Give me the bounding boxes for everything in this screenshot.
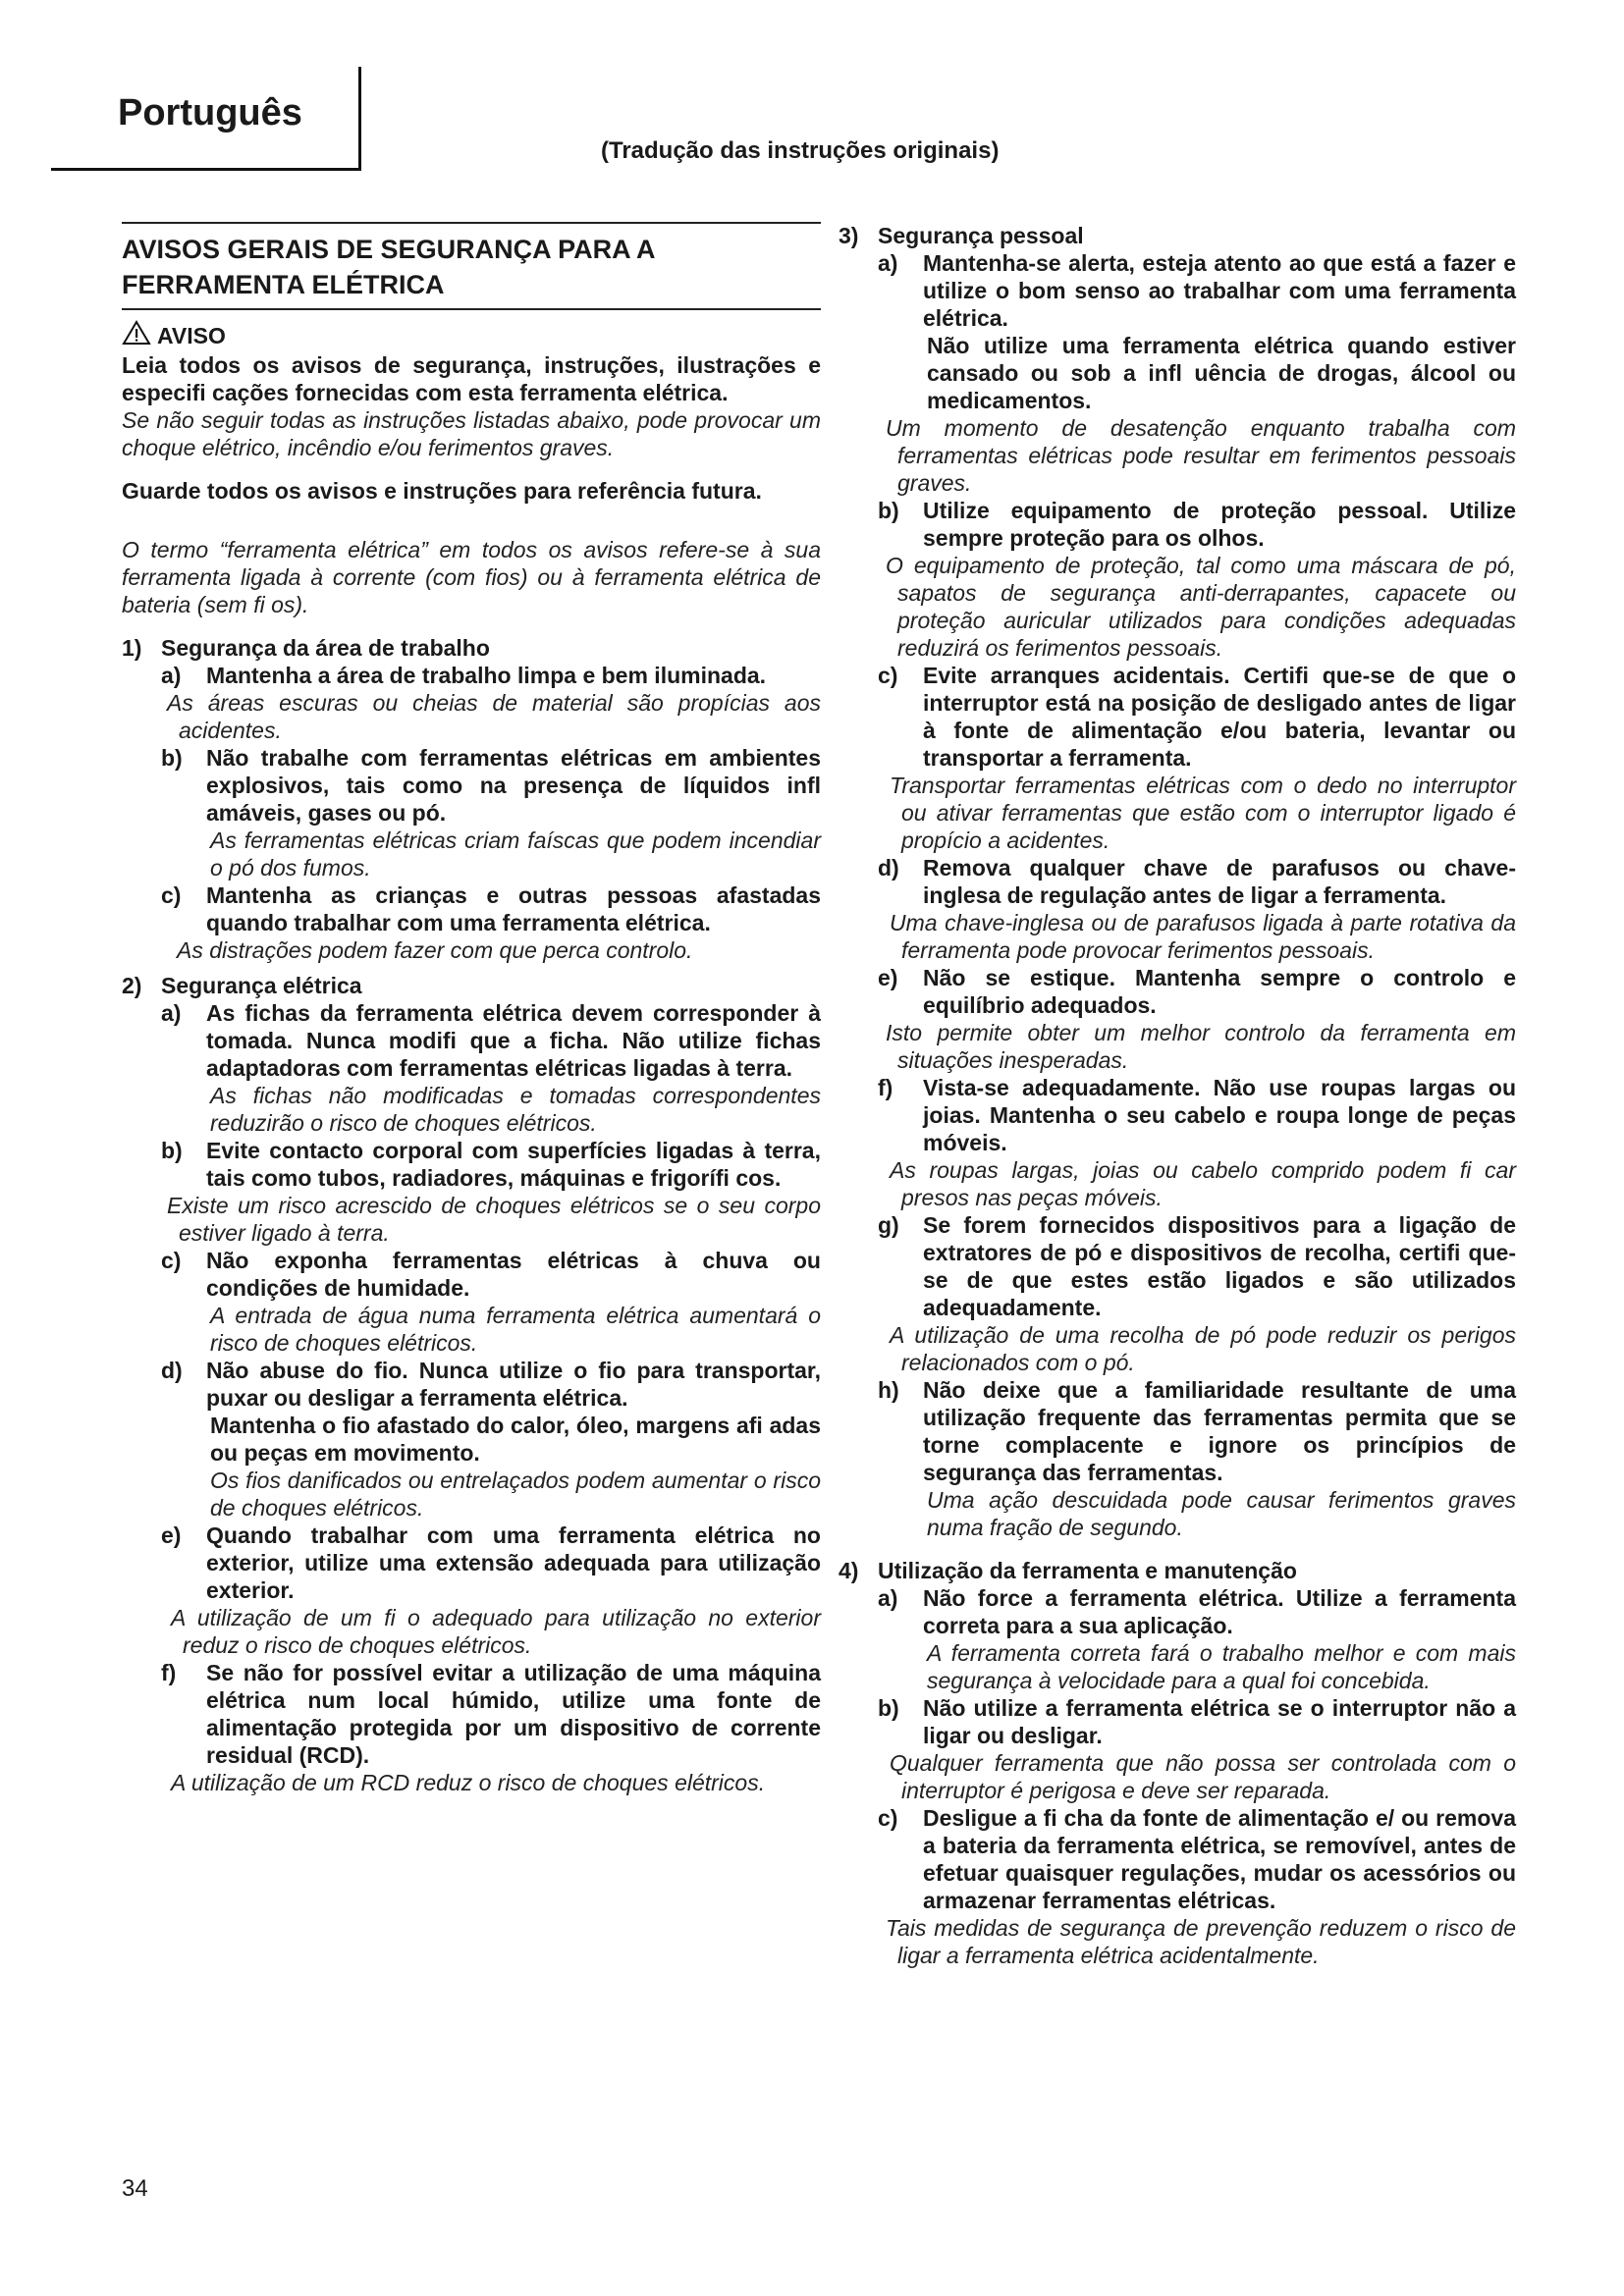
item-note: Tais medidas de segurança de prevenção reduzem o risco de ligar a ferramenta elétrica acidentalmente.: [886, 1915, 1516, 1968]
item-bold-continuation: Mantenha o fio afastado do calor, óleo, margens afi adas ou peças em movimento.: [210, 1413, 821, 1466]
item-note: A utilização de uma recolha de pó pode reduzir os perigos relacionados com o pó.: [890, 1322, 1516, 1375]
item-note: As distrações podem fazer com que perca controlo.: [177, 937, 693, 963]
item-note: A entrada de água numa ferramenta elétrica aumentará o risco de choques elétricos.: [210, 1303, 821, 1356]
item-note: Qualquer ferramenta que não possa ser controlada com o interruptor é perigosa e deve ser reparada.: [890, 1750, 1516, 1803]
item-note: Isto permite obter um melhor controlo da ferramenta em situações inesperadas.: [886, 1020, 1516, 1073]
item-note: As roupas largas, joias ou cabelo comprido podem fi car presos nas peças móveis.: [890, 1157, 1516, 1210]
list-item: h) Não deixe que a familiaridade resultante de uma utilização frequente das ferramentas permita que se torne complacente e ignore os princípios de segurança das ferramentas.: [878, 1377, 1516, 1485]
right-column: [839, 222, 1516, 1969]
item-note: Os fios danificados ou entrelaçados podem aumentar o risco de choques elétricos.: [210, 1468, 821, 1521]
intro-bold: Leia todos os avisos de segurança, instruções, ilustrações e especifi cações fornecidas com esta ferramenta elétrica.: [122, 352, 821, 405]
item-note: As áreas escuras ou cheias de material são propícias aos acidentes.: [167, 690, 821, 743]
warning-label: AVISO: [157, 323, 226, 348]
language-title: Português: [118, 92, 302, 133]
translation-subtitle: (Tradução das instruções originais): [601, 137, 1000, 164]
item-note: Um momento de desatenção enquanto trabalha com ferramentas elétricas pode resultar em ferimentos pessoais graves.: [886, 415, 1516, 496]
list-item: d) Remova qualquer chave de parafusos ou chave-inglesa de regulação antes de ligar a ferramenta.: [878, 855, 1516, 908]
term-note: O termo “ferramenta elétrica” em todos os avisos refere-se à sua ferramenta ligada à corrente (com fios) ou à ferramenta elétrica de bateria (sem fi os).: [122, 537, 821, 617]
section-heading: 4) Utilização da ferramenta e manutenção: [839, 1558, 1297, 1583]
list-item: g) Se forem fornecidos dispositivos para a ligação de extratores de pó e dispositivos de recolha, certifi que-se de que estes estão ligados e são utilizados adequadamente.: [878, 1212, 1516, 1320]
page-number: 34: [122, 2175, 148, 2202]
item-note: A ferramenta correta fará o trabalho melhor e com mais segurança à velocidade para a qual foi concebida.: [927, 1640, 1516, 1693]
list-item: c) Não exponha ferramentas elétricas à chuva ou condições de humidade.: [161, 1248, 821, 1301]
list-item: b) Evite contacto corporal com superfícies ligadas à terra, tais como tubos, radiadores, máquinas e frigorífi cos.: [161, 1138, 821, 1191]
list-item: b) Não trabalhe com ferramentas elétricas em ambientes explosivos, tais como na presença de líquidos infl amáveis, gases ou pó.: [161, 745, 821, 826]
heading-bottom-rule: [122, 308, 821, 310]
list-item: d) Não abuse do fio. Nunca utilize o fio para transportar, puxar ou desligar a ferramenta elétrica.: [161, 1358, 821, 1411]
item-note: A utilização de um fi o adequado para utilização no exterior reduz o risco de choques elétricos.: [171, 1605, 821, 1658]
item-note: Transportar ferramentas elétricas com o dedo no interruptor ou ativar ferramentas que estão com o interruptor ligado é propício a acidentes.: [890, 773, 1516, 853]
list-item: a) Mantenha a área de trabalho limpa e bem iluminada.: [161, 663, 767, 688]
item-note: As ferramentas elétricas criam faíscas que podem incendiar o pó dos fumos.: [210, 828, 821, 881]
keep-instructions: Guarde todos os avisos e instruções para referência futura.: [122, 478, 762, 504]
item-note: A utilização de um RCD reduz o risco de choques elétricos.: [171, 1770, 766, 1795]
warning-triangle-icon: [122, 320, 157, 351]
section-heading: 3) Segurança pessoal: [839, 223, 1084, 248]
intro-italic: Se não seguir todas as instruções listadas abaixo, pode provocar um choque elétrico, incêndio e/ou ferimentos graves.: [122, 407, 821, 460]
list-item: e) Quando trabalhar com uma ferramenta elétrica no exterior, utilize uma extensão adequada para utilização exterior.: [161, 1522, 821, 1603]
list-item: a) As fichas da ferramenta elétrica devem corresponder à tomada. Nunca modifi que a ficha. Não utilize fichas adaptadoras com ferramentas elétricas ligadas à terra.: [161, 1000, 821, 1081]
list-item: a) Não force a ferramenta elétrica. Utilize a ferramenta correta para a sua aplicação.: [878, 1585, 1516, 1638]
item-note: Uma ação descuidada pode causar ferimentos graves numa fração de segundo.: [927, 1487, 1516, 1540]
list-item: c) Mantenha as crianças e outras pessoas afastadas quando trabalhar com uma ferramenta elétrica.: [161, 882, 821, 935]
list-item: c) Evite arranques acidentais. Certifi que-se de que o interruptor está na posição de desligado antes de ligar à fonte de alimentação e/ou bateria, levantar ou transportar a ferramenta.: [878, 663, 1516, 771]
item-note: Existe um risco acrescido de choques elétricos se o seu corpo estiver ligado à terra.: [167, 1193, 821, 1246]
list-item: b) Utilize equipamento de proteção pessoal. Utilize sempre proteção para os olhos.: [878, 498, 1516, 551]
list-item: f) Se não for possível evitar a utilização de uma máquina elétrica num local húmido, utilize uma fonte de alimentação protegida por um dispositivo de corrente residual (RCD).: [161, 1660, 821, 1768]
item-note: O equipamento de proteção, tal como uma máscara de pó, sapatos de segurança anti-derrapantes, capacete ou proteção auricular utilizados para condições adequadas reduzirá os ferimentos pessoais.: [886, 553, 1516, 661]
main-heading: AVISOS GERAIS DE SEGURANÇA PARA A FERRAMENTA ELÉTRICA: [122, 235, 655, 299]
section-heading: 2) Segurança elétrica: [122, 973, 362, 998]
list-item: e) Não se estique. Mantenha sempre o controlo e equilíbrio adequados.: [878, 965, 1516, 1018]
warning-line: [122, 320, 821, 351]
left-column: [122, 222, 821, 1796]
list-item: f) Vista-se adequadamente. Não use roupas largas ou joias. Mantenha o seu cabelo e roupa longe de peças móveis.: [878, 1075, 1516, 1155]
list-item: a) Mantenha-se alerta, esteja atento ao que está a fazer e utilize o bom senso ao trabalhar com uma ferramenta elétrica.: [878, 250, 1516, 331]
list-item: c) Desligue a fi cha da fonte de alimentação e/ ou remova a bateria da ferramenta elétrica, se removível, antes de efetuar quaisquer regulações, mudar os acessórios ou armazenar ferramentas elétricas.: [878, 1805, 1516, 1913]
item-note: As fichas não modificadas e tomadas correspondentes reduzirão o risco de choques elétricos.: [210, 1083, 821, 1136]
section-heading: 1) Segurança da área de trabalho: [122, 635, 490, 661]
list-item: b) Não utilize a ferramenta elétrica se o interruptor não a ligar ou desligar.: [878, 1695, 1516, 1748]
item-bold-continuation: Não utilize uma ferramenta elétrica quando estiver cansado ou sob a infl uência de drogas, álcool ou medicamentos.: [927, 333, 1516, 413]
item-note: Uma chave-inglesa ou de parafusos ligada à parte rotativa da ferramenta pode provocar ferimentos pessoais.: [890, 910, 1516, 963]
